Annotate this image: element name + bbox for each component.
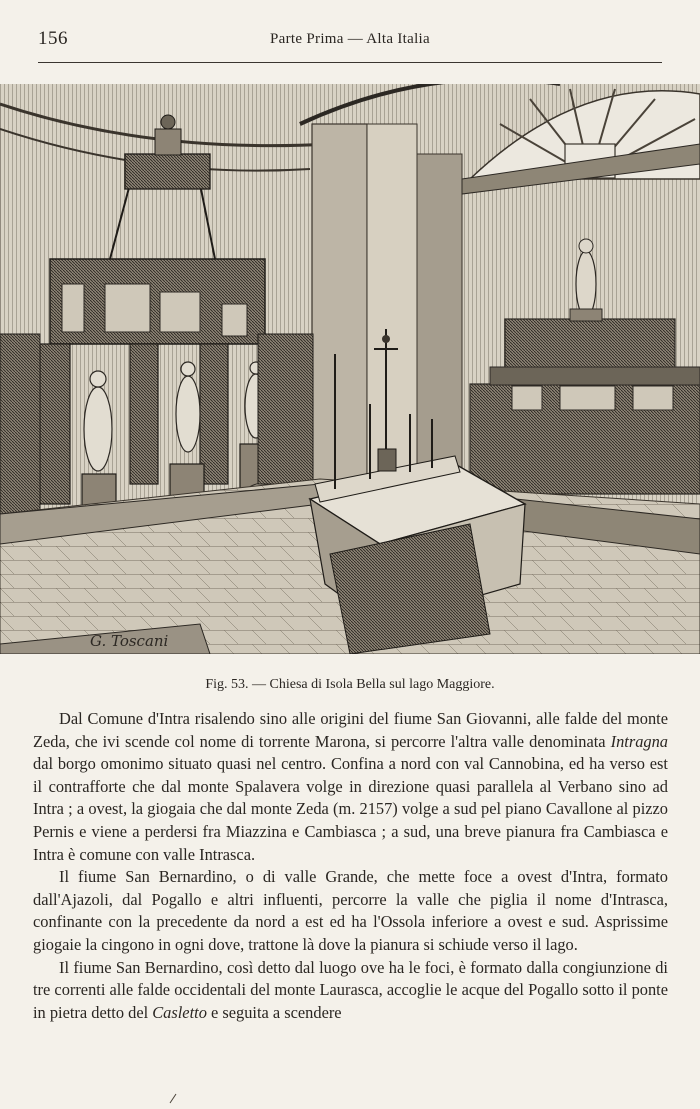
page-header xyxy=(38,28,662,58)
paragraph: Il fiume San Bernardino, o di valle Grande, che mette foce a ovest d'Intra, formato dall'Ajazoli, dal Pogallo e altri influenti, percorre la valle che piglia il nome d'Intrasca, confinante con la precedente da nord a est ed ha l'Ossola inferiore a ovest e sud. Asprissime giogaie la cingono in ogni dove, trattone là dove la pianura si schiude verso il lago. xyxy=(33,867,668,954)
paragraph: Il fiume San Bernardino, così detto dal luogo ove ha le foci, è formato dalla congiunzione di tre correnti alle falde occidentali del monte Laurasca, accoglie le acque del Pogallo sotto il ponte in pietra detto del Casletto e seguita a scendere xyxy=(33,957,668,1022)
page-number: 156 xyxy=(38,28,68,49)
engraver-signature: G. Toscani xyxy=(90,632,169,650)
printer-mark xyxy=(168,1092,178,1104)
figure-caption: Fig. 53. — Chiesa di Isola Bella sul lago Maggiore. xyxy=(205,677,495,692)
running-head: Parte Prima — Alta Italia xyxy=(270,31,430,47)
body-text xyxy=(33,708,668,1024)
church-engraving xyxy=(0,84,700,654)
header-rule xyxy=(38,62,662,63)
paragraph: Dal Comune d'Intra risalendo sino alle origini del fiume San Giovanni, alle falde del monte Zeda, che ivi scende col nome di torrente Marona, si percorre l'altra valle denominata Intragna dal borgo omonimo situato quasi nel centro. Confina a nord con val Cannobina, ed ha verso est il contrafforte che dal monte Spalavera volge in direzione quasi parallela al Verbano sino ad Intra ; a ovest, la giogaia che dal monte Zeda (m. 2157) volge a sud pel piano Cavallone al pizzo Pernis e viene a perdersi fra Miazzina e Cambiasca ; a sud, una breve pianura fra Cambiasca e Intra è comune con valle Intrasca. xyxy=(33,709,668,864)
